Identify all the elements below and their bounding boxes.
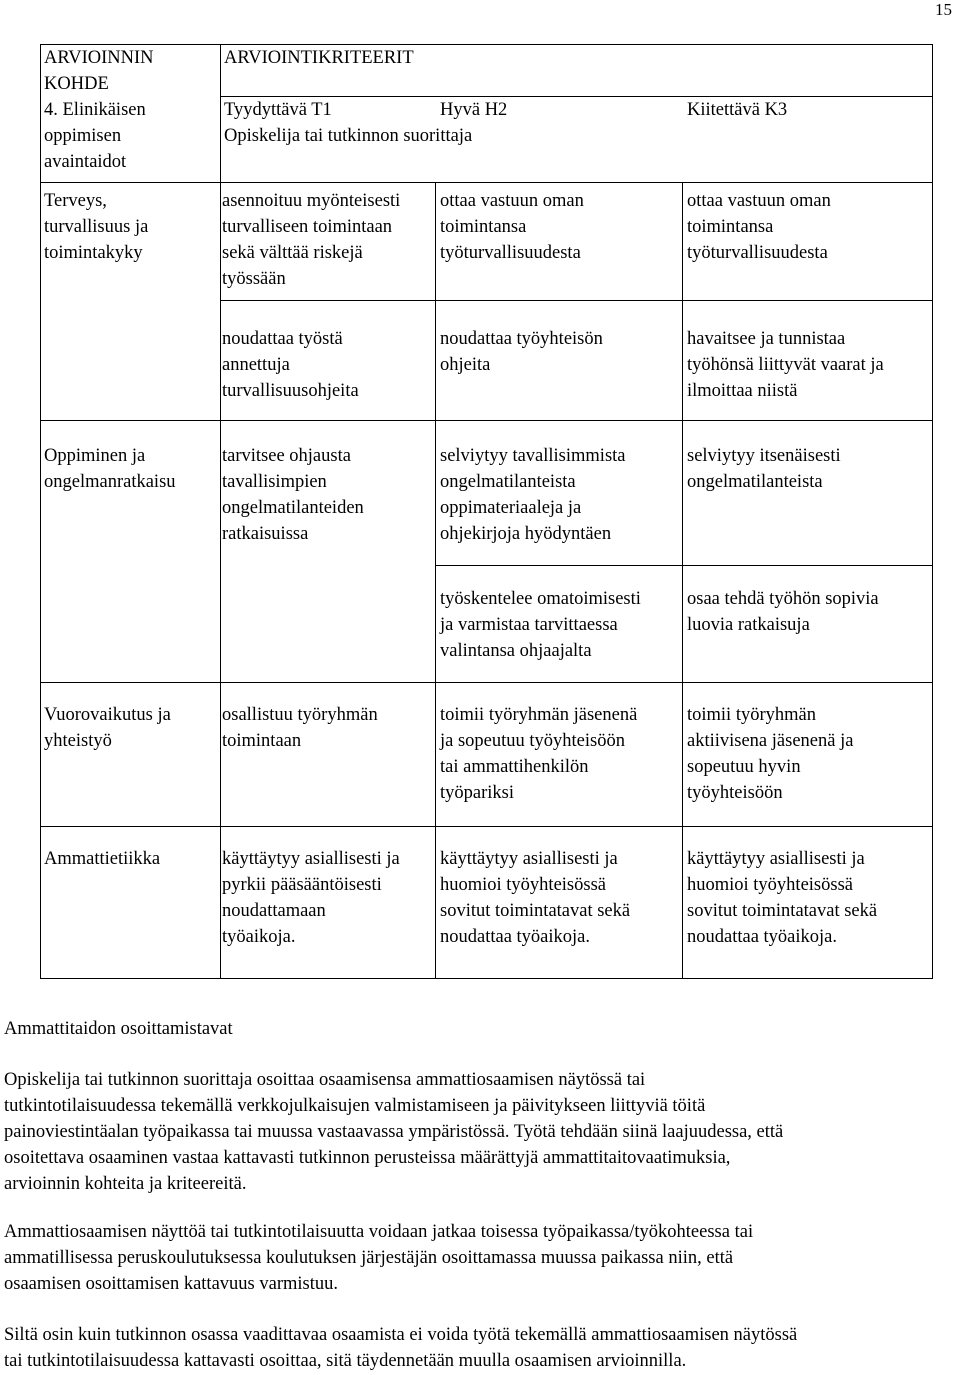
- criteria-h2: käyttäytyy asiallisesti ja huomioi työyhteisössä sovitut toimintatavat sekä noudattaa työaikoja.: [440, 849, 631, 947]
- header-criteria-label: ARVIOINTIKRITEERIT: [224, 48, 414, 68]
- criteria-h2: noudattaa työyhteisön ohjeita: [440, 329, 603, 375]
- header-level-h2: Hyvä H2: [440, 100, 508, 120]
- criteria-k3: selviytyy itsenäisesti ongelmatilanteista: [687, 446, 841, 492]
- criteria-k3: käyttäytyy asiallisesti ja huomioi työyhteisössä sovitut toimintatavat sekä noudattaa työaikoja.: [687, 849, 878, 947]
- table-rule: [682, 182, 683, 979]
- criteria-t1: käyttäytyy asiallisesti ja pyrkii pääsääntöisesti noudattamaan työaikoja.: [222, 849, 400, 947]
- criteria-k3: havaitsee ja tunnistaa työhönsä liittyvät vaarat ja ilmoittaa niistä: [687, 329, 884, 401]
- criteria-h2: toimii työryhmän jäsenenä ja sopeutuu työyhteisöön tai ammattihenkilön työpariksi: [440, 705, 638, 803]
- body-paragraph: Ammattiosaamisen näyttöä tai tutkintotilaisuutta voidaan jatkaa toisessa työpaikassa/työkohteessa tai ammatillisessa peruskoulutuksessa koulutuksen järjestäjän osoittamassa muussa paikassa niin, että osaamisen osoittamisen kattavuus varmistuu.: [4, 1222, 754, 1294]
- header-performer: Opiskelija tai tutkinnon suorittaja: [224, 126, 473, 146]
- criteria-t1: tarvitsee ohjausta tavallisimpien ongelmatilanteiden ratkaisuissa: [222, 446, 364, 544]
- criteria-t1: noudattaa työstä annettuja turvallisuusohjeita: [222, 329, 359, 401]
- header-level-t1: Tyydyttävä T1: [224, 100, 332, 120]
- row-subject: Terveys, turvallisuus ja toimintakyky: [44, 191, 149, 263]
- header-section-label: 4. Elinikäisen oppimisen avaintaidot: [44, 100, 146, 172]
- criteria-k3: toimii työryhmän aktiivisena jäsenenä ja sopeutuu hyvin työyhteisöön: [687, 705, 854, 803]
- table-rule: [40, 182, 933, 183]
- table-rule: [40, 420, 933, 421]
- header-level-k3: Kiitettävä K3: [687, 100, 788, 120]
- table-border-left: [40, 44, 41, 979]
- table-rule: [435, 182, 436, 979]
- row-subject: Ammattietiikka: [44, 849, 161, 869]
- table-border-bottom: [40, 978, 933, 979]
- criteria-h2: työskentelee omatoimisesti ja varmistaa tarvittaessa valintansa ohjaajalta: [440, 589, 641, 661]
- body-paragraph: Siltä osin kuin tutkinnon osassa vaadittavaa osaamista ei voida työtä tekemällä ammattiosaamisen näytössä tai tutkintotilaisuudessa kattavasti osoittaa, sitä täydennetään muulla osaamisen arvioinnilla.: [4, 1325, 798, 1371]
- row-subject: Oppiminen ja ongelmanratkaisu: [44, 446, 176, 492]
- header-object-label: ARVIOINNIN KOHDE: [44, 48, 154, 94]
- criteria-h2: selviytyy tavallisimmista ongelmatilanteista oppimateriaaleja ja ohjekirjoja hyödyntäen: [440, 446, 626, 544]
- body-paragraph: Opiskelija tai tutkinnon suorittaja osoittaa osaamisensa ammattiosaamisen näytössä tai tutkintotilaisuudessa tekemällä verkkojulkaisujen valmistamiseen ja päivitykseen liittyviä töitä painoviestintäalan työpaikassa tai muussa vastaavassa ympäristössä. Työtä tehdään siinä laajuudessa, että osoitettava osaaminen vastaa kattavasti tutkinnon perusteissa määrättyjä ammattitaitovaatimuksia, arvioinnin kohteita ja kriteereitä.: [4, 1070, 784, 1194]
- criteria-t1: asennoituu myönteisesti turvalliseen toimintaan sekä välttää riskejä työssään: [222, 191, 401, 289]
- section-title: Ammattitaidon osoittamistavat: [4, 1019, 233, 1039]
- criteria-k3: ottaa vastuun oman toimintansa työturvallisuudesta: [687, 191, 831, 263]
- criteria-h2: ottaa vastuun oman toimintansa työturvallisuudesta: [440, 191, 584, 263]
- criteria-t1: osallistuu työryhmän toimintaan: [222, 705, 378, 751]
- page-number: 15: [935, 0, 952, 19]
- table-border-right: [932, 44, 933, 979]
- row-subject: Vuorovaikutus ja yhteistyö: [44, 705, 171, 751]
- table-rule: [220, 44, 221, 979]
- criteria-k3: osaa tehdä työhön sopivia luovia ratkaisuja: [687, 589, 879, 635]
- table-rule: [40, 826, 933, 827]
- table-rule: [220, 300, 933, 301]
- table-rule: [435, 565, 933, 566]
- table-rule: [40, 682, 933, 683]
